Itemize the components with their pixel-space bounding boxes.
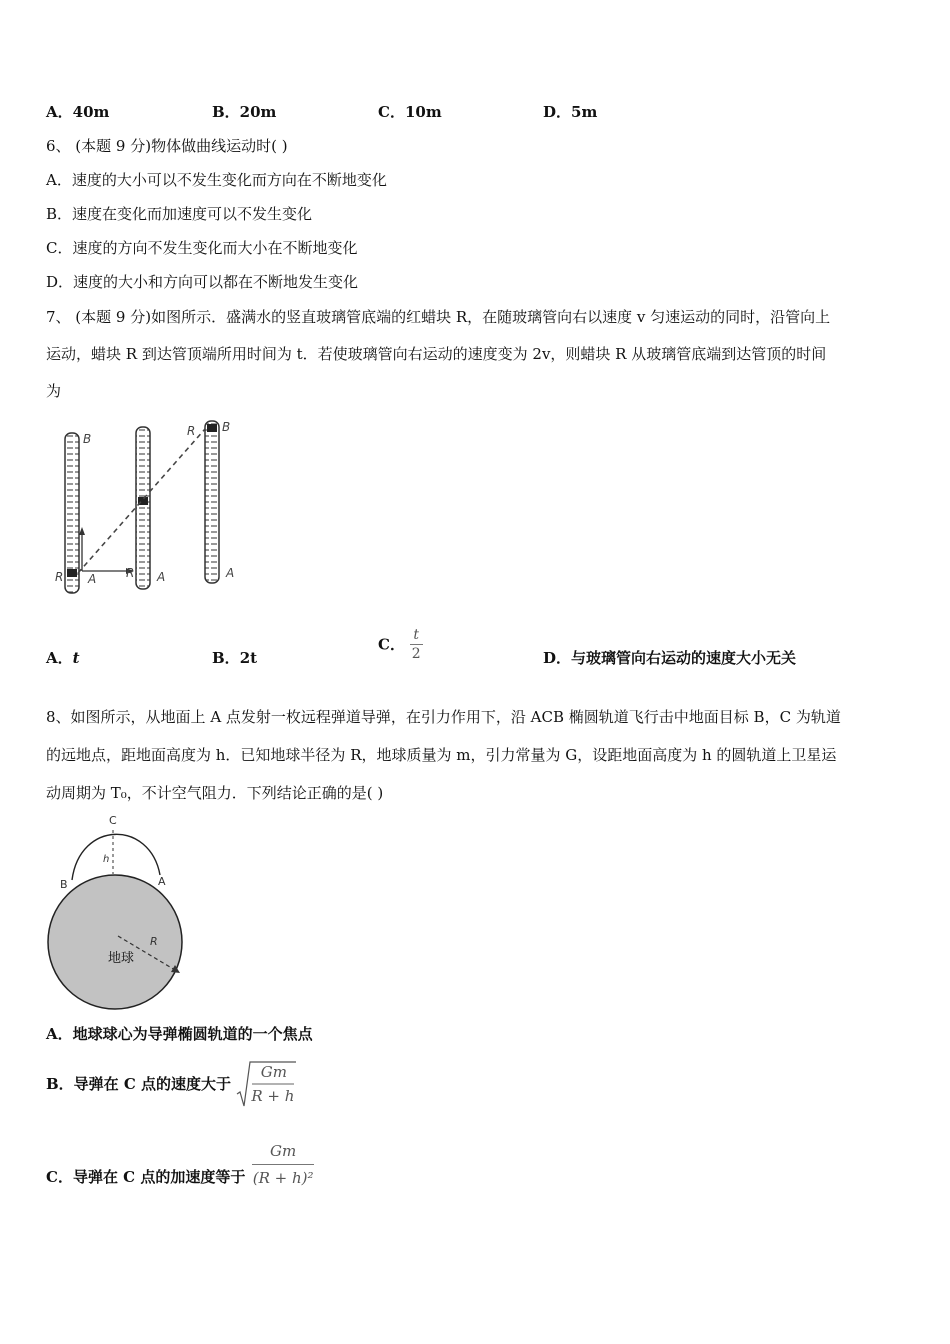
fig-label-h: h <box>103 854 110 865</box>
fraction-gm-over-r-plus-h-squared: $\frac{Gm}{\text{(R + h)²}}$ <box>252 1142 314 1187</box>
fig-label-b1: B <box>83 432 92 446</box>
q6-option-c: C．速度的方向不发生变化而大小在不断地变化 <box>46 239 358 257</box>
q6-option-a: A．速度的大小可以不发生变化而方向在不断地变化 <box>46 171 387 189</box>
fig-label-c: C <box>109 814 117 827</box>
q5-option-b: B．20m <box>212 103 277 121</box>
fig-label-r: R <box>150 935 158 948</box>
q7-option-c: C． $\frac{t}{2}$ <box>378 627 421 662</box>
q5-option-d: D．5m <box>543 103 598 121</box>
q7-option-d: D．与玻璃管向右运动的速度大小无关 <box>543 649 797 667</box>
q7-tube-figure <box>50 415 250 600</box>
sqrt-expression: Gm R + h <box>236 1058 296 1110</box>
tube-right <box>205 421 219 583</box>
fig-label-r1: R <box>55 570 64 584</box>
fig-label-a: A <box>158 875 166 888</box>
elliptical-orbit <box>72 834 160 880</box>
q8-option-a: A．地球球心为导弹椭圆轨道的一个焦点 <box>46 1025 313 1043</box>
q7-stem-line2: 运动，蜡块 R 到达管顶端所用时间为 t．若使玻璃管向右运动的速度变为 2v，则蜡块 R 从玻璃管底端到达管顶的时间 <box>46 345 827 363</box>
q8-option-b: B．导弹在 C 点的速度大于 Gm R + h <box>46 1058 296 1110</box>
q8-option-c: C．导弹在 C 点的加速度等于 $\frac{Gm}{\text{(R + h)²}}$ <box>46 1140 316 1192</box>
q7-option-a: A．t <box>46 649 80 667</box>
q7-stem-line3: 为 <box>46 382 62 400</box>
fig-label-r2: R <box>126 566 135 580</box>
fig-label-earth: 地球 <box>108 951 135 966</box>
q6-stem: 6、 (本题 9 分)物体做曲线运动时( ) <box>46 137 288 155</box>
q7-stem-line1: 7、 (本题 9 分)如图所示．盛满水的竖直玻璃管底端的红蜡块 R，在随玻璃管向右以速度 v 匀速运动的同时，沿管向上 <box>46 308 831 326</box>
fig-label-a3: A <box>226 566 235 580</box>
tube-left <box>65 433 79 593</box>
fig-label-b: B <box>60 878 68 891</box>
tube-middle <box>136 427 150 589</box>
q7-option-b: B．2t <box>212 649 258 667</box>
q6-option-d: D．速度的大小和方向可以都在不断地发生变化 <box>46 273 359 291</box>
fig-label-a1: A <box>88 572 97 586</box>
q8-stem-line2: 的远地点，距地面高度为 h．已知地球半径为 R，地球质量为 m，引力常量为 G，设距地面高度为 h 的圆轨道上卫星运 <box>46 746 837 764</box>
q8-earth-orbit-figure <box>40 810 200 1015</box>
earth-circle <box>48 875 182 1009</box>
fraction-t-over-2: $\frac{t}{2}$ <box>411 627 421 662</box>
q8-stem-line1: 8、如图所示，从地面上 A 点发射一枚远程弹道导弹，在引力作用下，沿 ACB 椭圆轨道飞行击中地面目标 B，C 为轨道 <box>46 708 841 726</box>
q6-option-b: B．速度在变化而加速度可以不发生变化 <box>46 205 313 223</box>
q5-option-c: C．10m <box>378 103 442 121</box>
fig-label-r3: R <box>187 424 196 438</box>
fig-label-b3: B <box>222 420 231 434</box>
fig-label-a2: A <box>157 570 166 584</box>
q5-option-a: A．40m <box>46 103 110 121</box>
q8-stem-line3: 动周期为 T₀，不计空气阻力．下列结论正确的是( ) <box>46 784 384 802</box>
